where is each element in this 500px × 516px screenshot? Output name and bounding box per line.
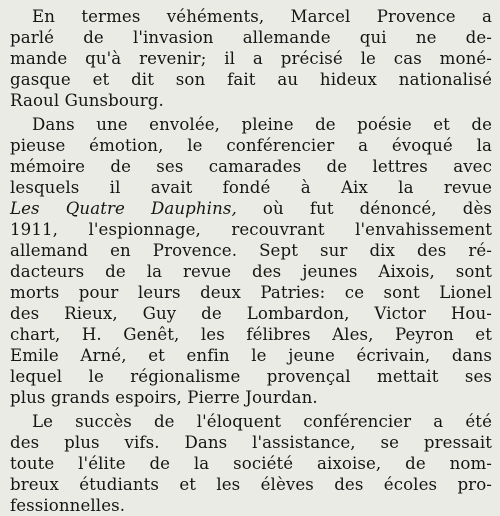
- text-line: breux étudiants et les élèves des écoles pro-: [10, 475, 492, 494]
- text-line: Emile Arné, et enfin le jeune écrivain, dans: [10, 346, 492, 365]
- review-title: Les Quatre Dauphins,: [10, 199, 237, 218]
- text-line: pieuse émotion, le conférencier a évoqué la: [10, 136, 492, 155]
- text-fragment: où fut dénoncé, dès: [262, 199, 492, 218]
- text-line: mande qu'à revenir; il a précisé le cas moné-: [10, 49, 492, 68]
- text-line: parlé de l'invasion allemande qui ne de-: [10, 28, 492, 47]
- paragraph-3: [10, 411, 492, 516]
- text-line: Dans une envolée, pleine de poésie et de: [32, 115, 492, 134]
- text-line: Le succès de l'éloquent conférencier a été: [32, 412, 492, 431]
- text-line: mémoire de ses camarades de lettres avec: [10, 157, 492, 176]
- text-line: fessionnelles.: [10, 496, 126, 515]
- text-line: lequel le régionalisme provençal mettait ses: [10, 367, 492, 386]
- text-line: des Rieux, Guy de Lombardon, Victor Hou-: [10, 304, 492, 323]
- paragraph-1: [10, 6, 492, 111]
- text-line: toute l'élite de la société aixoise, de nom-: [10, 454, 492, 473]
- text-line: lesquels il avait fondé à Aix la revue: [10, 178, 492, 197]
- text-line: Raoul Gunsbourg.: [10, 91, 164, 110]
- paragraph-2: [10, 114, 492, 408]
- text-line: des plus vifs. Dans l'assistance, se pressait: [10, 433, 492, 452]
- text-line: En termes véhéments, Marcel Provence a: [32, 7, 492, 26]
- text-line: gasque et dit son fait au hideux nationalisé: [10, 70, 492, 89]
- text-line: chart, H. Genêt, les félibres Ales, Peyron et: [10, 325, 492, 344]
- text-line: dacteurs de la revue des jeunes Aixois, sont: [10, 262, 492, 281]
- text-line: morts pour leurs deux Patries: ce sont Lionel: [10, 283, 492, 302]
- text-line: plus grands espoirs, Pierre Jourdan.: [10, 388, 318, 407]
- text-line: allemand en Provence. Sept sur dix des ré-: [10, 241, 492, 260]
- text-line: 1911, l'espionnage, recouvrant l'envahissement: [10, 220, 492, 239]
- text-line-with-title: [10, 198, 492, 219]
